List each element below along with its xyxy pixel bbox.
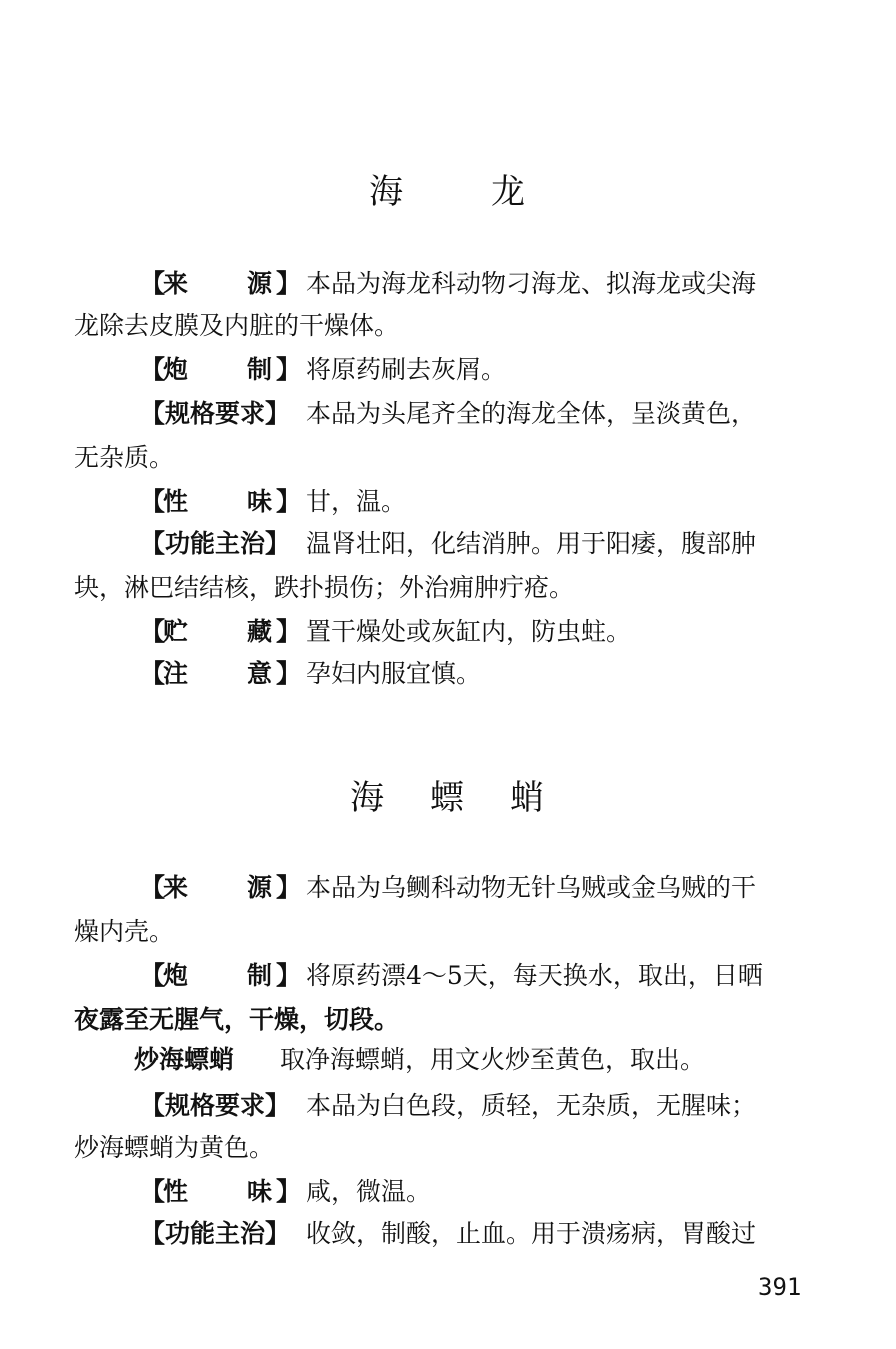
entry-line: 【 贮 藏 】 置干燥处或灰缸内，防虫蛀。 [140,612,834,652]
entry-line [74,1000,834,1040]
entry-line: 【 性 味 】 咸，微温。 [140,1172,834,1212]
field-text: 将原药刷去灰屑。 [306,355,507,384]
field-text: 龙除去皮膜及内脏的干燥体。 [74,311,400,340]
entry-line: 【规格要求】 本品为头尾齐全的海龙全体，呈淡黄色， [140,394,834,434]
field-text: 取净海螵蛸，用文火炒至黄色，取出。 [280,1045,706,1074]
field-text: 本品为海龙科动物刁海龙、拟海龙或尖海 [306,269,757,298]
entry-line [74,912,834,952]
field-text: 将原药漂4～5天，每天换水，取出，日晒 [306,961,763,990]
entry-line: 【规格要求】 本品为白色段，质轻，无杂质，无腥味； [140,1086,834,1126]
field-text: 块，淋巴结结核，跌扑损伤；外治痈肿疔疮。 [74,573,575,602]
entry-line: 【功能主治】 收敛，制酸，止血。用于溃疡病，胃酸过 [140,1214,834,1254]
title-char: 龙 [491,172,527,212]
processed-item-label: 炒海螵蛸 [134,1045,235,1074]
field-text: 咸，微温。 [306,1177,432,1206]
field-text: 本品为头尾齐全的海龙全体，呈淡黄色， [306,399,757,428]
field-text: 温肾壮阳，化结消肿。用于阳痿，腹部肿 [306,529,757,558]
entry-line [74,568,834,608]
entry-line: 【 来 源 】 本品为海龙科动物刁海龙、拟海龙或尖海 [140,264,834,304]
field-text: 炒海螵蛸为黄色。 [74,1133,275,1162]
field-text: 夜露至无腥气，干燥，切段。 [74,1005,400,1034]
entry-line: 【 性 味 】 甘，温。 [140,482,834,522]
entry-line [74,306,834,346]
field-text: 燥内壳。 [74,917,175,946]
field-text: 孕妇内服宜慎。 [306,659,482,688]
entry-line: 【 注 意 】 孕妇内服宜慎。 [140,654,834,694]
entry-line [134,1040,834,1080]
entry-title-haipiaoxiao [0,778,896,818]
field-text: 甘，温。 [306,487,407,516]
title-char: 蛸 [510,778,546,818]
title-char: 螵 [430,778,466,818]
entry-line: 【 炮 制 】 将原药刷去灰屑。 [140,350,834,390]
entry-line: 【 炮 制 】 将原药漂4～5天，每天换水，取出，日晒 [140,956,834,996]
entry-line: 【 来 源 】 本品为乌鲗科动物无针乌贼或金乌贼的干 [140,868,834,908]
entry-title-hailong [0,172,896,212]
field-text: 本品为白色段，质轻，无杂质，无腥味； [306,1091,757,1120]
entry-line [74,438,834,478]
field-text: 置干燥处或灰缸内，防虫蛀。 [306,617,632,646]
field-text: 收敛，制酸，止血。用于溃疡病，胃酸过 [306,1219,757,1248]
entry-line [74,1128,834,1168]
title-char: 海 [350,778,386,818]
title-char: 海 [369,172,405,212]
entry-line: 【功能主治】 温肾壮阳，化结消肿。用于阳痿，腹部肿 [140,524,834,564]
field-text: 无杂质。 [74,443,175,472]
field-text: 本品为乌鲗科动物无针乌贼或金乌贼的干 [306,873,757,902]
page-number: 391 [758,1273,802,1301]
